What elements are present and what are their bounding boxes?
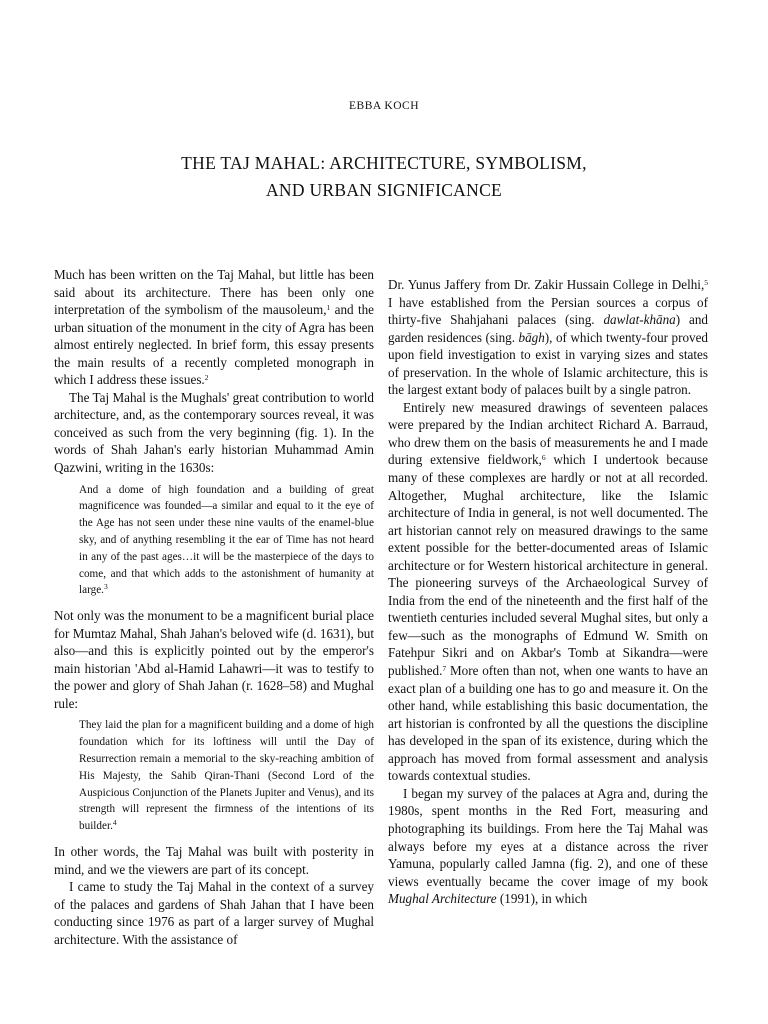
footnote-marker: 6 bbox=[541, 453, 546, 463]
title-line-1: THE TAJ MAHAL: ARCHITECTURE, SYMBOLISM, bbox=[181, 153, 587, 173]
book-title: Mughal Architecture bbox=[388, 891, 497, 907]
footnote-marker: 4 bbox=[112, 818, 117, 828]
paragraph: In other words, the Taj Mahal was built with posterity in mind, and we the viewers are part of its concept. bbox=[54, 844, 374, 877]
footnote-marker: 5 bbox=[704, 278, 708, 287]
right-column bbox=[388, 276, 708, 908]
article-title bbox=[0, 150, 768, 204]
paragraph: Entirely new measured drawings of seventeen palaces were prepared by the Indian architect Richard A. Barraud, who drew them on the basis of measurements he and I made during extensive fieldwork,$^6$ which I undertook because many of these complexes are hardly or not at all recorded. Altogether, Mughal architecture, like the Islamic architecture of India in general, is not well documented. The art historian cannot rely on measured drawings to the same extent possible for the better-documented areas of Islamic architecture or for Western historical architecture in general. The pioneering surveys of the Archaeological Survey of India from the end of the nineteenth and the first half of the twentieth centuries included several Mughal sites, but only a few—such as the monographs of Edmund W. Smith on Fatehpur Sikri and on Akbar's Tomb at Sikandra—were published.$^7$ More often than not, when one wants to have an exact plan of a building one has to go and measure it. On the other hand, while establishing this basic documentation, the art historian is confronted by all the questions the discipline has developed in the span of its existence, during which the approach has moved from formal assessment and analysis towards contextual studies. bbox=[388, 399, 709, 784]
footnote-marker: 2 bbox=[204, 373, 209, 383]
paragraph: I began my survey of the palaces at Agra and, during the 1980s, spent months in the Red Fort, measuring and photographing its buildings. From here the Taj Mahal was always before my eyes at a distance across the river Yamuna, popularly called Jamna (fig. 2), and one of these views eventually became the cover image of my book Mughal Architecture (1991), in which bbox=[388, 785, 708, 907]
paragraph: Dr. Yunus Jaffery from Dr. Zakir Hussain College in Delhi,$^5$ I have established from the Persian sources a corpus of thirty-five Shahjahani palaces (sing. dawlat-khāna) and garden residences (sing. bāgh), of which twenty-four proved upon field investigation to exist in varying sizes and states of preservation. In the whole of Islamic architecture, this is the largest extant body of palaces built by a single patron. bbox=[388, 277, 708, 398]
block-quote: And a dome of high foundation and a building of great magnificence was founded—a similar and equal to it the eye of the Age has not seen under these nine vaults of the enamel-blue sky, and of anything resembling it the ear of Time has not heard in any of the past ages…it will be the masterpiece of the days to come, and that which adds to the astonishment of humanity at large.$^3$ bbox=[79, 483, 374, 597]
footnote-marker: 3 bbox=[103, 582, 108, 592]
title-line-2: AND URBAN SIGNIFICANCE bbox=[265, 180, 503, 200]
paragraph: The Taj Mahal is the Mughals' great contribution to world architecture, and, as the contemporary sources reveal, it was conceived as such from the very beginning (fig. 1). In the words of Shah Jahan's early historian Muhammad Amin Qazwini, writing in the 1630s: bbox=[54, 389, 374, 476]
left-column bbox=[54, 266, 374, 948]
author-name: EBBA KOCH bbox=[349, 100, 419, 112]
footnote-marker: 7 bbox=[442, 664, 447, 674]
footnote-marker: 1 bbox=[326, 303, 331, 313]
paragraph: Much has been written on the Taj Mahal, but little has been said about its architecture. There has been only one interpretation of the symbolism of the mausoleum,$^1$ and the urban situation of the monument in the city of Agra has been almost entirely neglected. In brief form, this essay presents the main results of a recently completed monograph in which I address these issues.$^2$ bbox=[54, 267, 374, 388]
paragraph: Not only was the monument to be a magnificent burial place for Mumtaz Mahal, Shah Jahan's beloved wife (d. 1631), but also—and this is explicitly pointed out by the emperor's main historian 'Abd al-Hamid Lahawri—it was to testify to the power and glory of Shah Jahan (r. 1628–58) and Mughal rule: bbox=[54, 608, 374, 711]
block-quote: They laid the plan for a magnificent building and a dome of high foundation which for its loftiness will until the Day of Resurrection remain a memorial to the sky-reaching ambition of His Majesty, the Sahib Qiran-Thani (Second Lord of the Auspicious Conjunction of the Planets Jupiter and Venus), and its strength will represent the firmness of the intentions of its builder.$^4$ bbox=[79, 719, 374, 833]
paragraph: I came to study the Taj Mahal in the context of a survey of the palaces and gardens of Shah Jahan that I have been conducting since 1976 as part of a larger survey of Mughal architecture. With the assistance of bbox=[54, 879, 374, 947]
